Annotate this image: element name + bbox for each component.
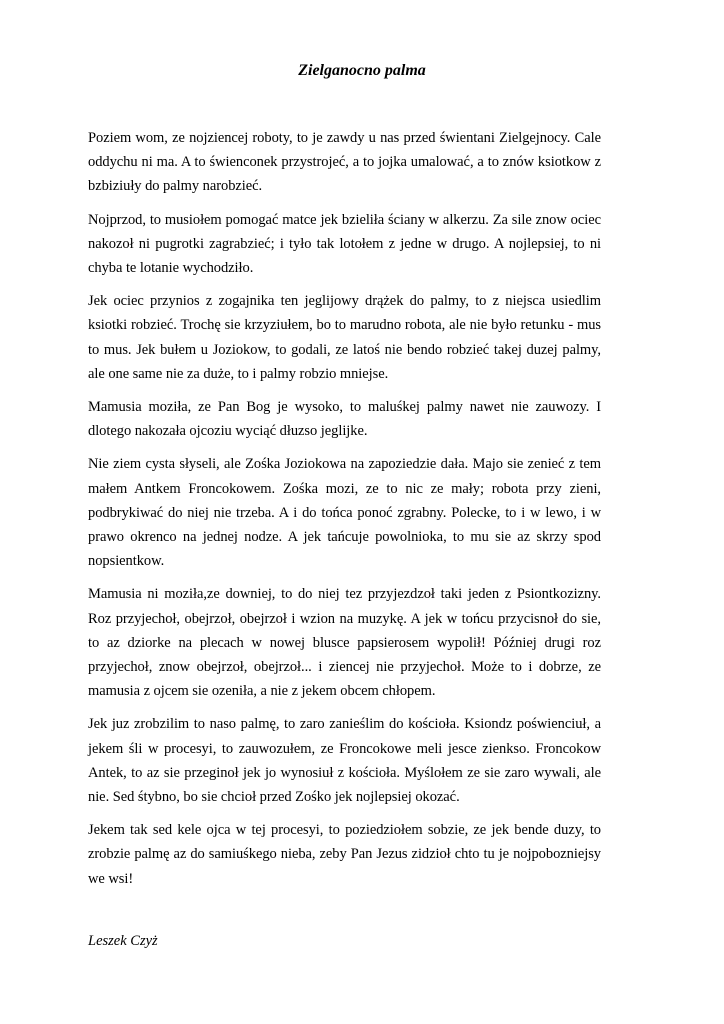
paragraph-7: Jek juz zrobzilim to naso palmę, to zaro zanieślim do kościoła. Ksiondz poświenciuł, a jekem śli w procesyi, to zauwozułem, ze Froncokowe meli jesce zienkso. Froncokow Antek, to az sie przeginoł jek jo wynosiuł z kościoła. Myślołem ze sie zaro wywali, ale nie. Sed śtybno, bo sie chcioł przed Zośko jek nojlepsiej okozać.	[88, 716, 601, 806]
document-title: Zielganocno palma	[298, 62, 426, 79]
paragraph-8: Jekem tak sed kele ojca w tej procesyi, to poziedziołem sobzie, ze jek bende duzy, to zrobzie palmę az do samiuśkego nieba, zeby Pan Jezus zidzioł chto tu je nojpobozniejsy we wsi!	[88, 822, 601, 887]
paragraph-3: Jek ociec przynios z zogajnika ten jeglijowy drążek do palmy, to z niejsca usiedlim ksiotki robzieć. Trochę sie krzyziułem, bo to marudno robota, ale nie było retunku - mus to mus. Jek bułem u Joziokow, to godali, ze latoś nie bendo robzieć takej duzej palmy, ale one same nie za duże, to i palmy robzio mniejse.	[88, 293, 601, 382]
paragraph-4: Mamusia moziła, ze Pan Bog je wysoko, to maluśkej palmy nawet nie zauwozy. I dlotego nakozała ojcoziu wyciąć dłuzso jeglijke.	[88, 399, 601, 440]
paragraph-6: Mamusia ni moziła,ze downiej, to do niej tez przyjezdzoł taki jeden z Psiontkozizny. Roz przyjechoł, obejrzoł, obejrzoł i wzion na muzykę. A jek w tońcu przycisnoł do sie, to az dziorke na plecach w nowej blusce papsierosem wypolił! Później drugi roz przyjechoł, znow obejrzoł, obejrzoł... i ziencej nie przyjechoł. Może to i dobrze, ze mamusia z ojcem sie ozeniła, a nie z jekem obcem chłopem.	[88, 586, 601, 700]
paragraph-5: Nie ziem cysta słyseli, ale Zośka Joziokowa na zapoziedzie dała. Majo sie zenieć z tem małem Antkem Froncokowem. Zośka mozi, ze to nic ze mały; robota przy zieni, podbrykiwać do niej nie trzeba. A i do tońca ponoć zgrabny. Polecke, to i w lewo, i w prawo okrenco na jednej nodze. A jek tańcuje powolnioka, to mu sie az skrzy spod nopsientkow.	[88, 456, 601, 570]
paragraph-2: Nojprzod, to musiołem pomogać matce jek bzieliła ściany w alkerzu. Za sile znow ociec nakozoł ni pugrotki zagrabzieć; i tyło tak lotołem z jedne w drugo. A nojlepsiej, to ni chyba te lotanie wychodziło.	[88, 211, 601, 277]
author-signature: Leszek Czyż	[88, 933, 158, 949]
document-body	[88, 126, 601, 900]
paragraph-1: Poziem wom, ze nojziencej roboty, to je zawdy u nas przed świentani Zielgejnocy. Cale oddychu ni ma. A to świenconek przystrojeć, a to jojka umalować, a to znów ksiotkow z bzbiziuły do palmy narobzieć.	[88, 130, 601, 195]
